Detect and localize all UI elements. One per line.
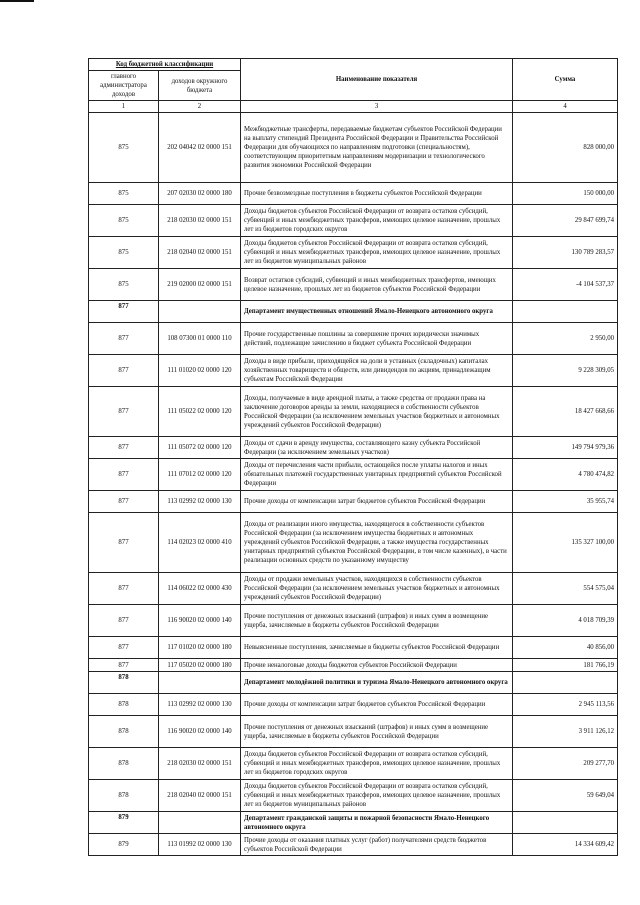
admin-code: 878 <box>89 748 159 780</box>
revenue-code: 113 02992 02 0000 130 <box>159 491 241 513</box>
indicator-name-header: Наименование показателя <box>241 59 513 101</box>
indicator-name: Прочие безвозмездные поступления в бюджеты субъектов Российской Федерации <box>241 183 513 205</box>
indicator-name: Прочие доходы от оказания платных услуг (работ) получателями средств бюджетов субъектов Российской Федерации <box>241 834 513 856</box>
revenue-code: 114 02023 02 0000 410 <box>159 513 241 573</box>
indicator-name: Доходы от перечисления части прибыли, остающейся после уплаты налогов и иных обязательных платежей государственных унитарных предприятий субъектов Российской Федерации <box>241 459 513 491</box>
revenue-code: 108 07300 01 0000 110 <box>159 323 241 355</box>
amount: 150 000,00 <box>513 183 618 205</box>
amount: 3 911 126,12 <box>513 716 618 748</box>
table-row <box>89 491 618 513</box>
admin-code: 877 <box>89 513 159 573</box>
classification-code-header: Код бюджетной классификации <box>89 59 241 71</box>
amount: 828 000,00 <box>513 113 618 183</box>
table-row <box>89 834 618 856</box>
revenue-code: 114 06022 02 0000 430 <box>159 573 241 605</box>
indicator-name: Межбюджетные трансферты, передаваемые бюджетам субъектов Российской Федерации на выплату стипендий Президента Российской Федерации и Правительства Российской Федерации для обучающихся по направлениям подготовки (специальностям), соответствующим приоритетным направлениям модернизации и технологического развития экономики Российской Федерации <box>241 113 513 183</box>
admin-code: 875 <box>89 237 159 269</box>
table-row <box>89 659 618 672</box>
admin-code: 875 <box>89 269 159 301</box>
admin-code: 878 <box>89 672 159 694</box>
department-row <box>89 301 618 323</box>
admin-code: 877 <box>89 659 159 672</box>
department-name: Департамент молодёжной политики и туризма Ямало-Ненецкого автономного округа <box>241 672 513 694</box>
admin-code: 877 <box>89 573 159 605</box>
revenue-code <box>159 812 241 834</box>
indicator-name: Прочие доходы от компенсации затрат бюджетов субъектов Российской Федерации <box>241 491 513 513</box>
indicator-name: Прочие поступления от денежных взысканий (штрафов) и иных сумм в возмещение ущерба, зачисляемые в бюджеты субъектов Российской Федерации <box>241 605 513 637</box>
table-row <box>89 716 618 748</box>
revenue-code <box>159 672 241 694</box>
revenue-code: 111 01020 02 0000 120 <box>159 355 241 387</box>
revenue-code: 218 02040 02 0000 151 <box>159 780 241 812</box>
column-index-1: 1 <box>89 101 159 113</box>
admin-code: 878 <box>89 780 159 812</box>
column-index-2: 2 <box>159 101 241 113</box>
indicator-name: Возврат остатков субсидий, субвенций и иных межбюджетных трансфертов, имеющих целевое назначение, прошлых лет из бюджетов субъектов Российской Федерации <box>241 269 513 301</box>
admin-code: 877 <box>89 323 159 355</box>
admin-code: 877 <box>89 605 159 637</box>
revenue-code: 202 04042 02 0000 151 <box>159 113 241 183</box>
amount: 29 847 699,74 <box>513 205 618 237</box>
admin-code: 878 <box>89 716 159 748</box>
amount: 18 427 668,66 <box>513 387 618 437</box>
table-row <box>89 513 618 573</box>
amount: 9 228 309,05 <box>513 355 618 387</box>
amount: 4 018 709,39 <box>513 605 618 637</box>
indicator-name: Прочие неналоговые доходы бюджетов субъектов Российской Федерации <box>241 659 513 672</box>
admin-code: 877 <box>89 301 159 323</box>
amount: 14 334 609,42 <box>513 834 618 856</box>
revenue-code: 116 90020 02 0000 140 <box>159 716 241 748</box>
indicator-name: Доходы бюджетов субъектов Российской Федерации от возврата остатков субсидий, субвенций и иных межбюджетных трансферов, имеющих целевое назначение, прошлых лет из бюджетов городских округов <box>241 205 513 237</box>
revenue-code: 117 05020 02 0000 180 <box>159 659 241 672</box>
indicator-name: Доходы, получаемые в виде арендной платы, а также средства от продажи права на заключение договоров аренды за земли, находящиеся в собственности субъектов Российской Федерации (за исключением земельных участков бюджетных и автономных учреждений субъектов Российской Федерации) <box>241 387 513 437</box>
amount: 209 277,70 <box>513 748 618 780</box>
indicator-name: Прочие государственные пошлины за совершение прочих юридически значимых действий, подлежащие зачислению в бюджет субъекта Российской Федерации <box>241 323 513 355</box>
admin-code: 875 <box>89 183 159 205</box>
sum-header: Сумма <box>513 59 618 101</box>
admin-code: 877 <box>89 637 159 659</box>
table-row <box>89 694 618 716</box>
revenue-code: 218 02030 02 0000 151 <box>159 205 241 237</box>
amount <box>513 301 618 323</box>
amount: 130 789 283,57 <box>513 237 618 269</box>
table-body <box>89 113 618 856</box>
table-row <box>89 573 618 605</box>
table-row <box>89 183 618 205</box>
revenue-code: 218 02040 02 0000 151 <box>159 237 241 269</box>
department-name: Департамент гражданской защиты и пожарной безопасности Ямало-Ненецкого автономного округа <box>241 812 513 834</box>
revenue-code: 207 02030 02 0000 180 <box>159 183 241 205</box>
revenue-code: 113 01992 02 0000 130 <box>159 834 241 856</box>
admin-code: 879 <box>89 834 159 856</box>
admin-code: 877 <box>89 387 159 437</box>
scan-corner-mark <box>0 0 34 2</box>
admin-code: 875 <box>89 113 159 183</box>
column-index-4: 4 <box>513 101 618 113</box>
admin-code: 878 <box>89 694 159 716</box>
revenue-code-header: доходов окружного бюджета <box>159 71 241 101</box>
table-row <box>89 387 618 437</box>
amount <box>513 812 618 834</box>
amount: 2 950,00 <box>513 323 618 355</box>
amount: -4 104 537,37 <box>513 269 618 301</box>
indicator-name: Доходы бюджетов субъектов Российской Федерации от возврата остатков субсидий, субвенций и иных межбюджетных трансферов, имеющих целевое назначение, прошлых лет из бюджетов муниципальных районов <box>241 780 513 812</box>
revenue-code: 111 07012 02 0000 120 <box>159 459 241 491</box>
amount: 2 945 113,56 <box>513 694 618 716</box>
table-row <box>89 113 618 183</box>
admin-code: 877 <box>89 355 159 387</box>
column-index-3: 3 <box>241 101 513 113</box>
amount: 554 575,04 <box>513 573 618 605</box>
table-row <box>89 780 618 812</box>
amount: 135 327 100,00 <box>513 513 618 573</box>
indicator-name: Прочие доходы от компенсации затрат бюджетов субъектов Российской Федерации <box>241 694 513 716</box>
revenue-code: 218 02030 02 0000 151 <box>159 748 241 780</box>
amount <box>513 672 618 694</box>
admin-code-header: главного администратора доходов <box>89 71 159 101</box>
revenue-code: 117 01020 02 0000 180 <box>159 637 241 659</box>
admin-code: 875 <box>89 205 159 237</box>
revenue-code: 113 02992 02 0000 130 <box>159 694 241 716</box>
revenue-code: 219 02000 02 0000 151 <box>159 269 241 301</box>
admin-code: 877 <box>89 437 159 459</box>
admin-code: 877 <box>89 491 159 513</box>
indicator-name: Прочие поступления от денежных взысканий (штрафов) и иных сумм в возмещение ущерба, зачисляемые в бюджеты субъектов Российской Федерации <box>241 716 513 748</box>
table-row <box>89 205 618 237</box>
table-row <box>89 437 618 459</box>
table-row <box>89 459 618 491</box>
indicator-name: Доходы от сдачи в аренду имущества, составляющего казну субъекта Российской Федерации (за исключением земельных участков) <box>241 437 513 459</box>
table-row <box>89 637 618 659</box>
indicator-name: Доходы бюджетов субъектов Российской Федерации от возврата остатков субсидий, субвенций и иных межбюджетных трансферов, имеющих целевое назначение, прошлых лет из бюджетов муниципальных районов <box>241 237 513 269</box>
table-header <box>89 59 618 113</box>
amount: 59 649,04 <box>513 780 618 812</box>
indicator-name: Доходы от продажи земельных участков, находящихся в собственности субъектов Российской Федерации (за исключением земельных участков бюджетных и автономных учреждений субъектов Российской Федерации) <box>241 573 513 605</box>
admin-code: 877 <box>89 459 159 491</box>
revenue-code: 111 05022 02 0000 120 <box>159 387 241 437</box>
revenue-code <box>159 301 241 323</box>
department-name: Департамент имущественных отношений Ямало-Ненецкого автономного округа <box>241 301 513 323</box>
budget-classification-table <box>88 58 618 856</box>
table-row <box>89 748 618 780</box>
revenue-code: 116 90020 02 0000 140 <box>159 605 241 637</box>
department-row <box>89 812 618 834</box>
table-row <box>89 237 618 269</box>
table-row <box>89 269 618 301</box>
indicator-name: Доходы бюджетов субъектов Российской Федерации от возврата остатков субсидий, субвенций и иных межбюджетных трансферов, имеющих целевое назначение, прошлых лет из бюджетов городских округов <box>241 748 513 780</box>
department-row <box>89 672 618 694</box>
admin-code: 879 <box>89 812 159 834</box>
table-row <box>89 605 618 637</box>
indicator-name: Доходы от реализации иного имущества, находящегося в собственности субъектов Российской Федерации (за исключением имущества бюджетных и автономных учреждений субъектов Российской Федерации, а также имущества государственных унитарных предприятий субъектов Российской Федерации, в том числе казенных), в части реализации основных средств по указанному имуществу <box>241 513 513 573</box>
amount: 4 780 474,82 <box>513 459 618 491</box>
indicator-name: Невыясненные поступления, зачисляемые в бюджеты субъектов Российской Федерации <box>241 637 513 659</box>
amount: 181 766,19 <box>513 659 618 672</box>
revenue-code: 111 05072 02 0000 120 <box>159 437 241 459</box>
indicator-name: Доходы в виде прибыли, приходящейся на доли в уставных (складочных) капиталах хозяйственных товариществ и обществ, или дивидендов по акциям, принадлежащим субъектам Российской Федерации <box>241 355 513 387</box>
table-row <box>89 355 618 387</box>
amount: 40 856,00 <box>513 637 618 659</box>
amount: 149 794 979,36 <box>513 437 618 459</box>
amount: 35 955,74 <box>513 491 618 513</box>
table-row <box>89 323 618 355</box>
